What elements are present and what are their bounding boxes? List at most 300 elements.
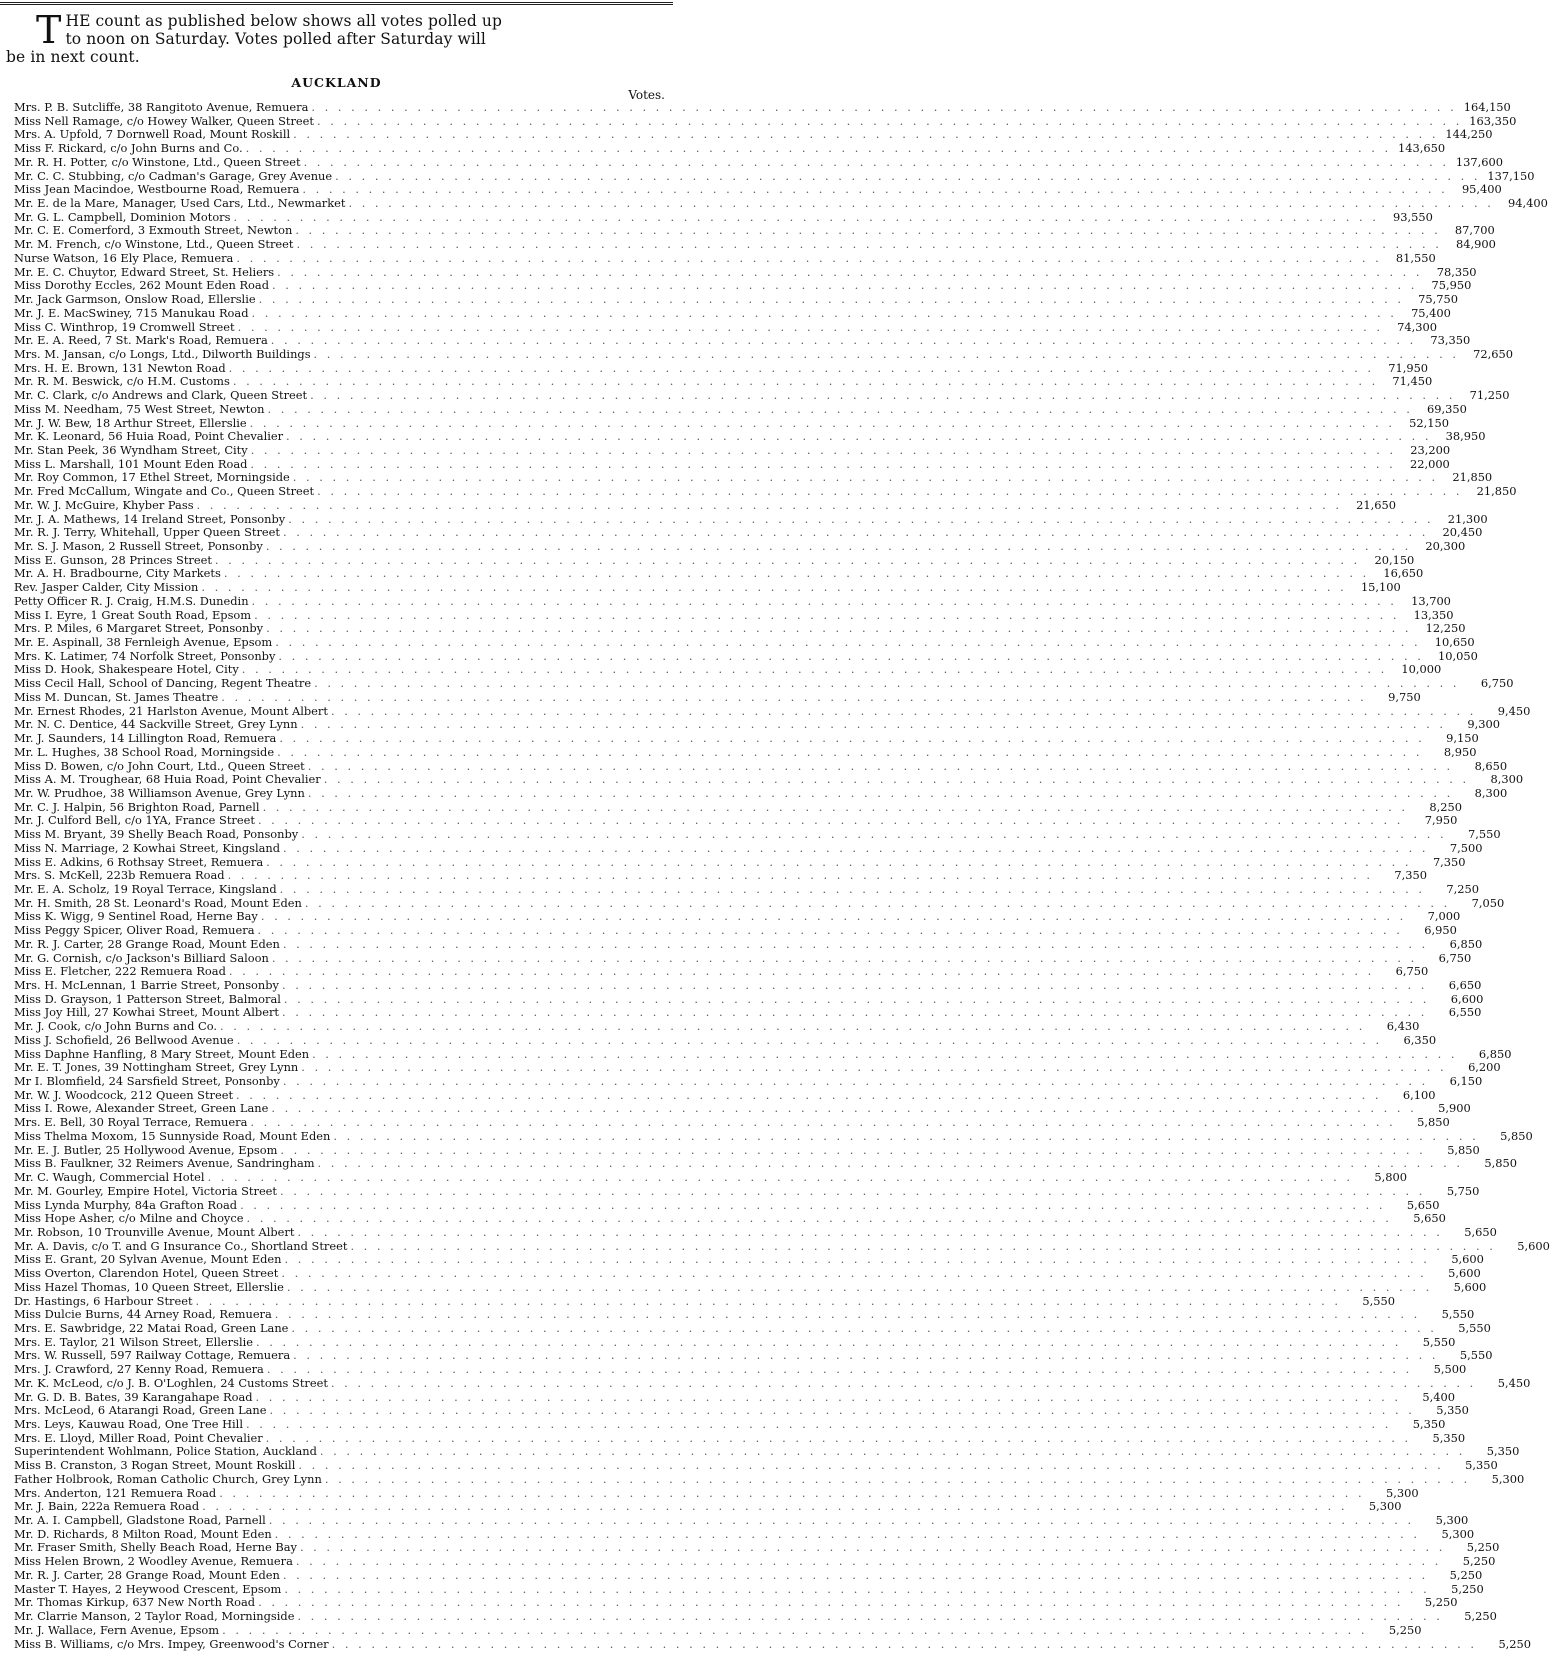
vote-count: 6,650 [1448, 978, 1482, 992]
entrant-name: Mrs. M. Jansan, c/o Longs, Ltd., Dilworth Buildings [14, 346, 311, 361]
list-item [14, 593, 1451, 609]
list-item [14, 374, 1433, 389]
entrant-name: Mr. G. L. Campbell, Dominion Motors [14, 209, 231, 224]
list-item [14, 470, 1493, 485]
vote-count: 71,250 [1469, 388, 1510, 403]
entrant-name: Mrs. E. Taylor, 21 Wilson Street, Ellerslie [14, 1334, 253, 1349]
entrant-name: Superintendent Wohlmann, Police Station, Auckland [14, 1444, 317, 1459]
entrant-name: Miss Dorothy Eccles, 262 Mount Eden Road [14, 278, 269, 293]
vote-count: 5,450 [1497, 1375, 1531, 1390]
entrant-name: Mr. J. Wallace, Fern Avenue, Epsom [14, 1622, 220, 1637]
list-item [14, 264, 1477, 280]
entrant-name: Mr. M. French, c/o Winstone, Ltd., Queen Street [14, 237, 294, 252]
entrant-name: Mr I. Blomfield, 24 Sarsfield Street, Ponsonby [14, 1074, 280, 1089]
list-item [14, 1019, 1420, 1034]
dot-leader [217, 1020, 1365, 1034]
dot-leader [275, 650, 1423, 664]
list-item [14, 539, 1466, 554]
entrant-name: Mr. Jack Garmson, Onslow Road, Ellerslie [14, 292, 256, 307]
vote-count: 5,300 [1491, 1471, 1525, 1486]
vote-count: 5,250 [1451, 1581, 1484, 1596]
dot-leader [230, 375, 1378, 389]
list-item [14, 182, 1502, 197]
vote-count: 5,250 [1466, 1540, 1500, 1555]
list-item [14, 250, 1436, 266]
list-item [14, 1005, 1482, 1020]
entrant-name: Miss M. Bryant, 39 Shelly Beach Road, Ponsonby [14, 827, 299, 842]
vote-count: 93,550 [1393, 209, 1433, 224]
entrant-name: Mr. W. Prudhoe, 38 Williamson Avenue, Grey Lynn [14, 785, 305, 800]
list-item [14, 1142, 1480, 1158]
dot-leader [293, 1555, 1441, 1569]
vote-count: 20,450 [1442, 525, 1483, 540]
dot-leader [244, 1212, 1392, 1226]
dot-leader [243, 1418, 1391, 1432]
entrant-name: Mr. R. J. Terry, Whitehall, Upper Queen Street [14, 525, 280, 540]
entrant-name: Miss Daphne Hanfling, 8 Mary Street, Mount Eden [14, 1046, 310, 1061]
list-item [14, 1389, 1455, 1405]
entrant-name: Mr. L. Hughes, 38 School Road, Morningside [14, 744, 275, 759]
dot-leader [264, 1363, 1412, 1377]
entrant-name: Mrs. Anderton, 121 Remuera Road [14, 1485, 217, 1500]
list-item [14, 127, 1493, 142]
entrant-name: Mr. R. H. Potter, c/o Winstone, Ltd., Queen Street [14, 154, 301, 169]
dot-leader [292, 224, 1440, 238]
list-item [14, 1266, 1481, 1281]
dot-leader [297, 1541, 1445, 1555]
entrant-name: Mrs. W. Russell, 597 Railway Cottage, Remuera [14, 1348, 291, 1363]
entrant-name: Mrs. H. E. Brown, 131 Newton Road [14, 360, 226, 375]
intro-line-1: HE count as published below shows all votes polled up [65, 12, 503, 30]
vote-count: 5,250 [1449, 1567, 1483, 1582]
list-item [14, 840, 1483, 856]
dot-leader [328, 1377, 1476, 1391]
vote-count: 5,550 [1441, 1307, 1475, 1322]
entrant-name: Petty Officer R. J. Craig, H.M.S. Dunedin [14, 593, 249, 608]
dot-leader [282, 1253, 1430, 1267]
vote-count: 7,050 [1471, 895, 1505, 910]
dot-leader [258, 910, 1406, 924]
list-item [14, 360, 1429, 376]
dot-leader [216, 1487, 1364, 1501]
vote-count: 5,250 [1462, 1554, 1496, 1569]
vote-count: 137,150 [1487, 168, 1535, 183]
entrant-name: Mr. E. Aspinall, 38 Fernleigh Avenue, Epsom [14, 635, 273, 650]
vote-count: 95,400 [1461, 182, 1502, 197]
vote-count: 7,350 [1432, 854, 1466, 869]
dot-leader [285, 513, 1433, 527]
dot-leader [198, 581, 1346, 595]
vote-count: 84,900 [1456, 237, 1496, 252]
entrant-name: Mr. C. J. Halpin, 56 Brighton Road, Parnell [14, 799, 260, 814]
dot-leader [251, 609, 1399, 623]
list-item [14, 785, 1508, 801]
vote-count: 6,550 [1448, 1005, 1482, 1020]
vote-count: 6,150 [1449, 1074, 1483, 1089]
vote-count: 6,950 [1424, 923, 1457, 938]
entrant-name: Mr. G. D. B. Bates, 39 Karangahape Road [14, 1389, 253, 1404]
entrant-name: Miss K. Wigg, 9 Sentinel Road, Herne Bay [14, 909, 258, 924]
list-item [14, 209, 1433, 225]
dot-leader [247, 1116, 1395, 1130]
list-item [14, 676, 1514, 691]
vote-count: 75,950 [1431, 278, 1472, 293]
entrant-name: Mr. A. H. Bradbourne, City Markets [14, 566, 221, 581]
entrant-name: Mr. Robson, 10 Trounville Avenue, Mount Albert [14, 1224, 295, 1239]
list-item [14, 799, 1462, 815]
list-item [14, 497, 1396, 513]
list-item [14, 511, 1488, 527]
entrant-name: Mr. W. J. Woodcock, 212 Queen Street [14, 1087, 234, 1102]
dot-leader [221, 567, 1369, 581]
entrant-name: Mr. W. J. McGuire, Khyber Pass [14, 497, 194, 512]
vote-count: 8,300 [1474, 785, 1508, 800]
entrant-name: Miss Hope Asher, c/o Milne and Choyce [14, 1211, 244, 1226]
drop-cap: T [36, 8, 62, 52]
dot-leader [226, 965, 1374, 979]
dot-leader [299, 183, 1447, 197]
dot-leader [279, 1006, 1427, 1020]
entrant-name: Miss Dulcie Burns, 44 Arney Road, Remuera [14, 1307, 272, 1322]
vote-count: 21,850 [1476, 484, 1517, 499]
vote-count: 74,300 [1397, 319, 1438, 334]
vote-count: 6,850 [1449, 936, 1483, 951]
list-item [14, 1526, 1475, 1542]
dot-leader [249, 307, 1397, 321]
vote-count: 5,550 [1459, 1348, 1493, 1363]
list-item [14, 100, 1511, 115]
vote-count: 22,000 [1409, 456, 1450, 471]
list-item [14, 1197, 1440, 1213]
vote-count: 69,350 [1427, 401, 1467, 416]
dot-leader [307, 389, 1455, 403]
dot-leader [263, 622, 1411, 636]
entrant-name: Miss D. Hook, Shakespeare Hotel, City [14, 662, 239, 677]
vote-count: 72,650 [1473, 346, 1513, 361]
list-item [14, 1128, 1533, 1144]
entrant-name: Miss Hazel Thomas, 10 Queen Street, Ellerslie [14, 1279, 284, 1294]
vote-count: 78,350 [1436, 264, 1477, 279]
list-item [14, 154, 1503, 170]
entrant-name: Miss L. Marshall, 101 Mount Eden Road [14, 456, 248, 471]
entrant-name: Mr. Stan Peek, 36 Wyndham Street, City [14, 442, 248, 457]
entrant-name: Mrs. E. Sawbridge, 22 Matai Road, Green Lane [14, 1320, 289, 1335]
dot-leader [260, 801, 1408, 815]
list-item [14, 580, 1401, 595]
entrant-name: Mrs. A. Upfold, 7 Dornwell Road, Mount Roskill [14, 127, 291, 142]
dot-leader [218, 691, 1366, 705]
vote-count: 5,650 [1464, 1224, 1497, 1239]
list-item [14, 1032, 1437, 1048]
entrant-name: Mr. Thomas Kirkup, 637 New North Road [14, 1595, 256, 1610]
dot-leader [284, 1281, 1432, 1295]
list-item [14, 1430, 1466, 1446]
list-item [14, 1183, 1480, 1199]
dot-leader [263, 1432, 1411, 1446]
vote-count: 9,150 [1446, 731, 1479, 746]
entrant-name: Miss M. Duncan, St. James Theatre [14, 689, 219, 704]
vote-count: 5,350 [1465, 1458, 1498, 1473]
intro-line-3: be in next count. [6, 48, 140, 66]
vote-count: 21,850 [1452, 470, 1493, 485]
list-item [14, 1224, 1497, 1240]
vote-count: 8,650 [1474, 758, 1508, 773]
vote-count: 6,100 [1402, 1087, 1436, 1102]
list-item [14, 758, 1508, 774]
dot-leader [280, 526, 1428, 540]
list-item [14, 113, 1517, 129]
entrant-name: Mrs. P. B. Sutcliffe, 38 Rangitoto Avenue, Remuera [14, 100, 309, 114]
entrant-name: Mr. Fraser Smith, Shelly Beach Road, Herne Bay [14, 1540, 297, 1555]
entrant-name: Miss M. Needham, 75 West Street, Newton [14, 401, 265, 416]
dot-leader [219, 1624, 1367, 1638]
dot-leader [237, 1199, 1385, 1213]
entrant-name: Miss E. Adkins, 6 Rothsay Street, Remuera [14, 854, 264, 869]
vote-list [14, 100, 1550, 1651]
entrant-name: Miss Nell Ramage, c/o Howey Walker, Queen Street [14, 113, 314, 128]
dot-leader [302, 897, 1450, 911]
entrant-name: Mr. E. A. Scholz, 19 Royal Terrace, Kingsland [14, 881, 277, 896]
entrant-name: Mr. R. M. Beswick, c/o H.M. Customs [14, 374, 230, 389]
dot-leader [295, 1459, 1443, 1473]
dot-leader [253, 1391, 1401, 1405]
entrant-name: Mr. C. E. Comerford, 3 Exmouth Street, Newton [14, 223, 293, 238]
list-item [14, 1046, 1512, 1062]
list-item [14, 401, 1467, 417]
vote-count: 5,250 [1424, 1595, 1458, 1610]
entrant-name: Miss Thelma Moxom, 15 Sunnyside Road, Mount Eden [14, 1128, 331, 1143]
vote-count: 16,650 [1383, 566, 1424, 581]
list-item [14, 1636, 1532, 1652]
dot-leader [267, 1404, 1415, 1418]
entrant-name: Mrs. S. McKell, 223b Remuera Road [14, 868, 225, 883]
list-item [14, 717, 1500, 732]
dot-leader [328, 705, 1476, 719]
list-item [14, 429, 1486, 444]
vote-count: 10,000 [1401, 662, 1442, 677]
vote-count: 13,350 [1413, 607, 1454, 622]
vote-count: 6,430 [1386, 1019, 1420, 1034]
list-item [14, 731, 1479, 746]
list-item [14, 923, 1457, 938]
dot-leader [317, 1445, 1465, 1459]
list-item [14, 237, 1496, 252]
vote-count: 5,250 [1498, 1636, 1532, 1651]
dot-leader [226, 362, 1374, 376]
list-item [14, 1540, 1500, 1555]
list-item [14, 936, 1483, 952]
vote-count: 75,400 [1411, 305, 1451, 320]
entrant-name: Mr. J. A. Mathews, 14 Ireland Street, Ponsonby [14, 511, 286, 526]
entrant-name: Miss Peggy Spicer, Oliver Road, Remuera [14, 923, 255, 938]
vote-count: 164,150 [1463, 100, 1511, 114]
dot-leader [314, 485, 1462, 499]
list-item [14, 456, 1450, 472]
list-item [14, 305, 1451, 321]
entrant-name: Miss E. Fletcher, 222 Remuera Road [14, 964, 226, 979]
list-item [14, 1554, 1496, 1569]
list-item [14, 964, 1429, 979]
vote-count: 5,550 [1422, 1334, 1456, 1349]
vote-count: 12,250 [1425, 621, 1466, 636]
entrant-name: Mr. Fred McCallum, Wingate and Co., Queen Street [14, 484, 315, 499]
vote-count: 5,650 [1413, 1211, 1446, 1226]
intro-line-2: to noon on Saturday. Votes polled after Saturday will [65, 30, 486, 48]
vote-count: 81,550 [1395, 250, 1436, 265]
dot-leader [301, 156, 1449, 170]
list-item [14, 319, 1438, 335]
vote-count: 5,500 [1433, 1362, 1467, 1377]
dot-leader [225, 869, 1373, 883]
vote-count: 5,300 [1441, 1526, 1475, 1541]
dot-leader [298, 1061, 1446, 1075]
entrant-name: Miss Cecil Hall, School of Dancing, Regent Theatre [14, 676, 312, 691]
dot-leader [243, 142, 1391, 156]
dot-leader [263, 540, 1411, 554]
list-item [14, 1622, 1422, 1638]
dot-leader [283, 430, 1431, 444]
vote-count: 8,950 [1443, 744, 1477, 759]
entrant-name: Miss Lynda Murphy, 84a Grafton Road [14, 1197, 238, 1212]
entrant-name: Mr. Ernest Rhodes, 21 Harlston Avenue, Mount Albert [14, 703, 328, 718]
vote-count: 5,850 [1417, 1115, 1450, 1130]
dot-leader [298, 718, 1446, 732]
entrant-name: Mr. K. McLeod, c/o J. B. O'Loghlen, 24 Customs Street [14, 1375, 328, 1390]
list-item [14, 978, 1482, 993]
list-item [14, 854, 1466, 870]
dot-leader [274, 746, 1422, 760]
vote-count: 21,300 [1447, 511, 1488, 526]
list-item [14, 1581, 1484, 1597]
dot-leader [255, 814, 1403, 828]
entrant-name: Miss B. Williams, c/o Mrs. Impey, Greenwood's Corner [14, 1636, 329, 1651]
list-item [14, 772, 1524, 787]
entrant-name: Mr. S. J. Mason, 2 Russell Street, Ponsonby [14, 539, 263, 553]
list-item [14, 1307, 1475, 1322]
list-item [14, 689, 1421, 705]
dot-leader [314, 115, 1462, 129]
entrant-name: Mr. E. C. Chuytor, Edward Street, St. Heliers [14, 264, 275, 279]
list-item [14, 1458, 1498, 1473]
dot-leader [345, 197, 1493, 211]
dot-leader [249, 595, 1397, 609]
dot-leader [294, 1226, 1442, 1240]
entrant-name: Mr. Roy Common, 17 Ethel Street, Morningside [14, 470, 290, 485]
vote-count: 7,350 [1394, 868, 1427, 883]
dot-leader [277, 1144, 1425, 1158]
vote-count: 15,100 [1360, 580, 1401, 595]
dot-leader [233, 252, 1381, 266]
vote-count: 23,200 [1410, 442, 1451, 457]
list-item [14, 991, 1484, 1007]
entrant-name: Mr. K. Leonard, 56 Huia Road, Point Chevalier [14, 429, 284, 444]
dot-leader [278, 1267, 1426, 1281]
dot-leader [298, 828, 1446, 842]
entrant-name: Miss N. Marriage, 2 Kowhai Street, Kingsland [14, 840, 281, 855]
entrant-name: Mr. H. Smith, 28 St. Leonard's Road, Mount Eden [14, 895, 302, 910]
vote-count: 8,300 [1490, 772, 1524, 787]
dot-leader [280, 1569, 1428, 1583]
list-item [14, 1375, 1531, 1391]
entrant-name: Mrs. McLeod, 6 Atarangi Road, Green Lane [14, 1403, 267, 1418]
dot-leader [321, 773, 1469, 787]
dot-leader [281, 1583, 1429, 1597]
vote-count: 5,550 [1458, 1320, 1491, 1335]
vote-count: 5,400 [1422, 1389, 1455, 1404]
dot-leader [233, 1089, 1381, 1103]
dot-leader [281, 993, 1429, 1007]
entrant-name: Mr. R. J. Carter, 28 Grange Road, Mount Eden [14, 936, 280, 951]
dot-leader [276, 732, 1424, 746]
entrant-name: Miss B. Faulkner, 32 Reimers Avenue, Sandringham [14, 1156, 315, 1171]
entrant-name: Mr. E. A. Reed, 7 St. Mark's Road, Remuera [14, 333, 268, 348]
dot-leader [193, 1295, 1341, 1309]
vote-count: 10,650 [1434, 635, 1475, 650]
vote-count: 5,350 [1486, 1444, 1520, 1459]
entrant-name: Miss Jean Macindoe, Westbourne Road, Remuera [14, 182, 300, 197]
dot-leader [277, 1185, 1425, 1199]
dot-leader [288, 1322, 1436, 1336]
vote-count: 13,700 [1411, 593, 1451, 608]
vote-count: 6,750 [1480, 676, 1514, 691]
entrant-name: Father Holbrook, Roman Catholic Church, Grey Lynn [14, 1471, 322, 1486]
entrant-name: Rev. Jasper Calder, City Mission [14, 580, 199, 595]
list-item [14, 1499, 1402, 1514]
entrant-name: Mrs. K. Latimer, 74 Norfolk Street, Ponsonby [14, 648, 276, 663]
vote-count: 20,300 [1425, 539, 1466, 553]
entrant-name: Miss A. M. Troughear, 68 Huia Road, Point Chevalier [14, 772, 321, 787]
entrant-name: Mr. J. Cook, c/o John Burns and Co. [14, 1019, 217, 1034]
vote-count: 5,850 [1500, 1128, 1533, 1143]
list-item [14, 648, 1478, 664]
entrant-name: Mr. R. J. Carter, 28 Grange Road, Mount Eden [14, 1567, 280, 1582]
list-item [14, 1567, 1483, 1583]
list-item [14, 1320, 1491, 1336]
entrant-name: Mr. A. Davis, c/o T. and G Insurance Co., Shortland Street [14, 1238, 348, 1253]
list-item [14, 635, 1475, 650]
list-item [14, 141, 1446, 156]
dot-leader [235, 321, 1383, 335]
list-item [14, 1485, 1419, 1501]
vote-count: 5,300 [1435, 1513, 1469, 1528]
entrant-name: Miss D. Grayson, 1 Patterson Street, Balmoral [14, 991, 281, 1006]
dot-leader [205, 1171, 1353, 1185]
entrant-name: Miss Helen Brown, 2 Woodley Avenue, Remuera [14, 1554, 293, 1569]
entrant-name: Miss I. Eyre, 1 Great South Road, Epsom [14, 607, 252, 622]
dot-leader [332, 170, 1480, 184]
dot-leader [269, 279, 1417, 293]
list-item [14, 388, 1510, 403]
list-item [14, 415, 1450, 431]
dot-leader [253, 1336, 1401, 1350]
dot-leader [280, 842, 1428, 856]
entrant-name: Miss C. Winthrop, 19 Cromwell Street [14, 319, 235, 334]
dot-leader [330, 1130, 1478, 1144]
entrant-name: Mr. A. I. Campbell, Gladstone Road, Parnell [14, 1513, 266, 1528]
entrant-name: Miss B. Cranston, 3 Rogan Street, Mount Roskill [14, 1458, 296, 1473]
vote-count: 6,850 [1478, 1046, 1512, 1061]
intro-paragraph [6, 8, 663, 66]
list-item [14, 1252, 1484, 1267]
top-rule [0, 2, 673, 5]
list-item [14, 881, 1480, 897]
entrant-name: Miss J. Schofield, 26 Bellwood Avenue [14, 1032, 234, 1047]
dot-leader [277, 883, 1425, 897]
dot-leader [255, 924, 1403, 938]
vote-count: 143,650 [1397, 141, 1446, 156]
dot-leader [234, 1034, 1382, 1048]
vote-count: 5,250 [1388, 1622, 1422, 1637]
